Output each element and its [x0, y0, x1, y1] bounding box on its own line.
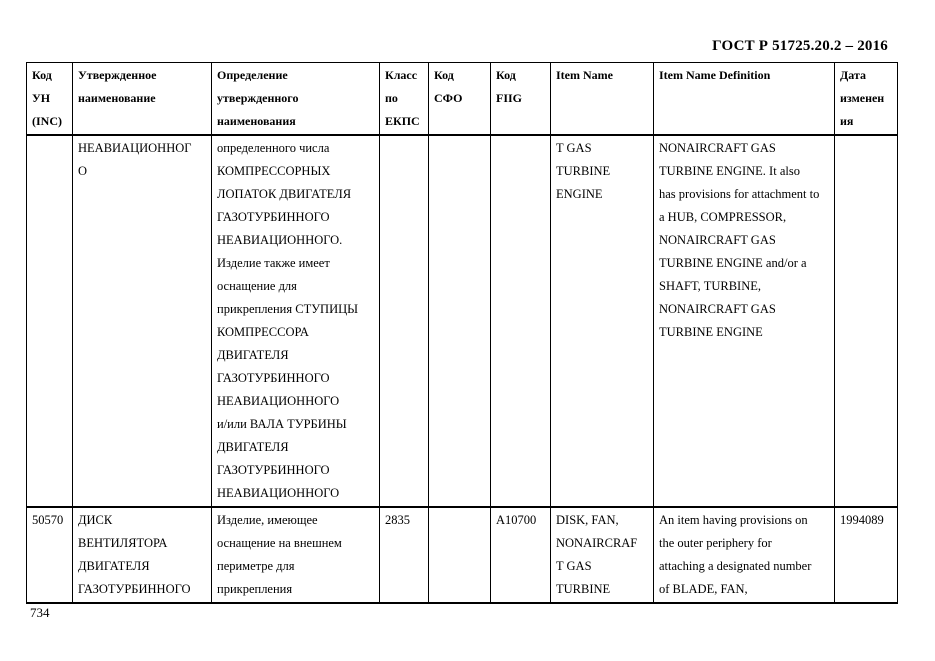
cell-definition-ru: Изделие, имеющее оснащение на внешнем периметре для прикрепления	[212, 507, 380, 603]
header-item-name-definition: Item Name Definition	[654, 63, 835, 136]
nomenclature-table	[26, 62, 898, 604]
header-sfo-code: Код СФО	[429, 63, 491, 136]
header-approved-name: Утвержденное наименование	[73, 63, 212, 136]
cell-inc	[27, 135, 73, 507]
table-row	[27, 135, 898, 507]
cell-ekps-class: 2835	[380, 507, 429, 603]
page-number: 734	[30, 605, 50, 620]
cell-sfo-code	[429, 135, 491, 507]
cell-fiig-code	[491, 135, 551, 507]
table-header-row	[27, 63, 898, 136]
cell-item-name-definition: NONAIRCRAFT GAS TURBINE ENGINE. It also has provisions for attachment to a HUB, COMPRESSOR, NONAIRCRAFT GAS TURBINE ENGINE and/or a SHAFT, TURBINE, NONAIRCRAFT GAS TURBINE ENGINE	[654, 135, 835, 507]
cell-item-name: DISK, FAN, NONAIRCRAF T GAS TURBINE	[551, 507, 654, 603]
cell-definition-ru: определенного числа КОМПРЕССОРНЫХ ЛОПАТОК ДВИГАТЕЛЯ ГАЗОТУРБИННОГО НЕАВИАЦИОННОГО. Изделие также имеет оснащение для прикрепления СТУПИЦЫ КОМПРЕССОРА ДВИГАТЕЛЯ ГАЗОТУРБИННОГО НЕАВИАЦИОННОГО и/или ВАЛА ТУРБИНЫ ДВИГАТЕЛЯ ГАЗОТУРБИННОГО НЕАВИАЦИОННОГО	[212, 135, 380, 507]
cell-sfo-code	[429, 507, 491, 603]
cell-item-name: T GAS TURBINE ENGINE	[551, 135, 654, 507]
header-change-date: Дата изменен ия	[835, 63, 898, 136]
header-fiig-code: Код FIIG	[491, 63, 551, 136]
cell-change-date: 1994089	[835, 507, 898, 603]
cell-fiig-code: A10700	[491, 507, 551, 603]
cell-approved-name: НЕАВИАЦИОННОГ О	[73, 135, 212, 507]
cell-ekps-class	[380, 135, 429, 507]
cell-item-name-definition: An item having provisions on the outer periphery for attaching a designated number of BLADE, FAN,	[654, 507, 835, 603]
header-item-name: Item Name	[551, 63, 654, 136]
cell-approved-name: ДИСК ВЕНТИЛЯТОРА ДВИГАТЕЛЯ ГАЗОТУРБИННОГО	[73, 507, 212, 603]
header-definition-ru: Определение утвержденного наименования	[212, 63, 380, 136]
header-inc-code: Код УН (INC)	[27, 63, 73, 136]
cell-change-date	[835, 135, 898, 507]
header-ekps-class: Класс по ЕКПС	[380, 63, 429, 136]
document-standard-title: ГОСТ Р 51725.20.2 – 2016	[712, 38, 888, 54]
table-row	[27, 507, 898, 603]
cell-inc: 50570	[27, 507, 73, 603]
